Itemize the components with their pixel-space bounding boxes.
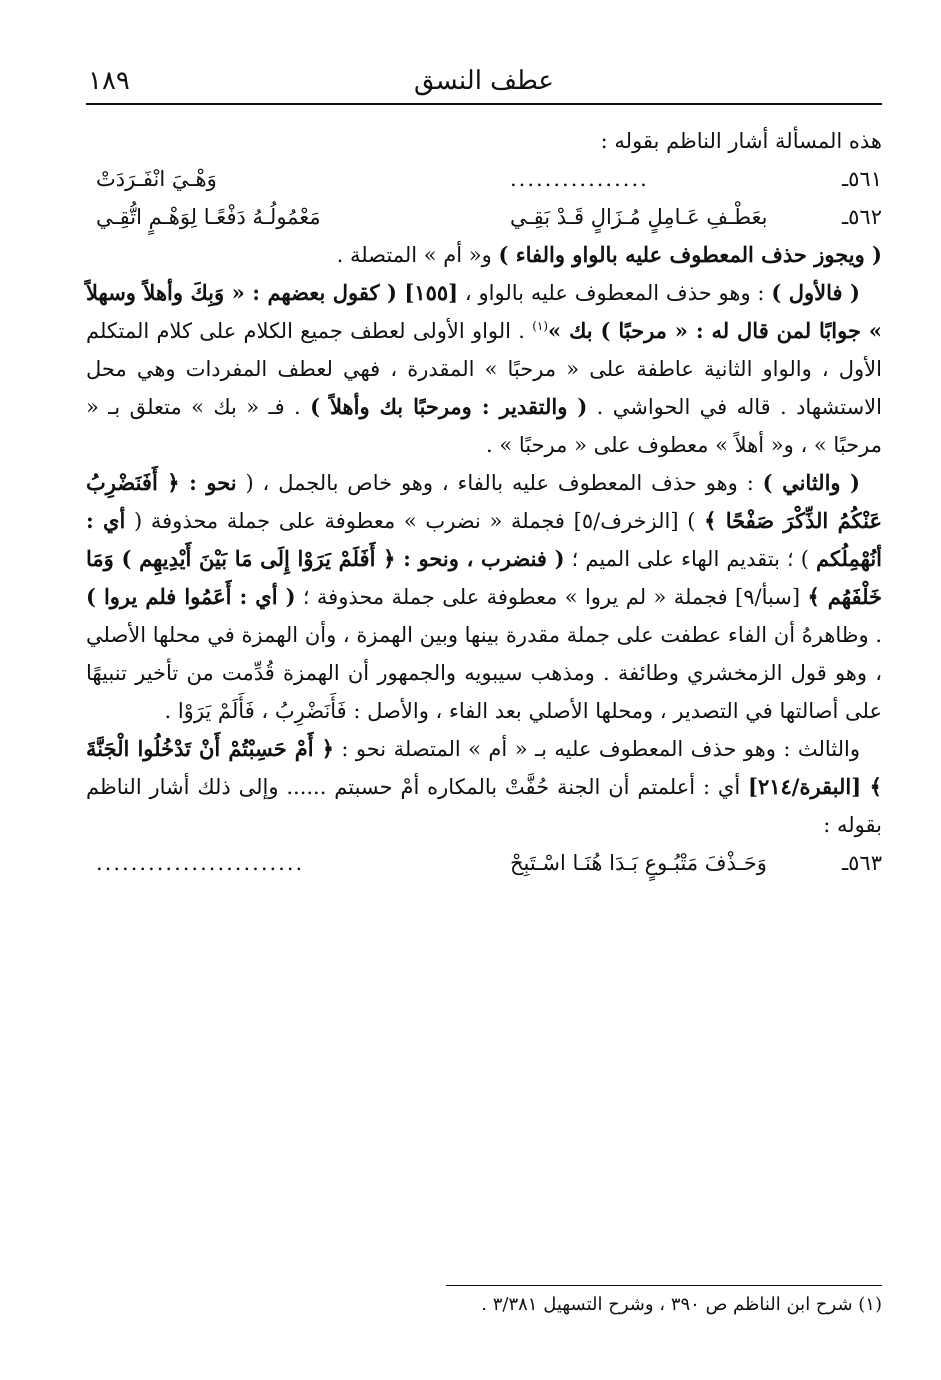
- bold-span: أي : أنُهْمِلُكم: [86, 508, 882, 571]
- bold-span: ( والتقدير : ومرحبًا بك وأهلاً ): [310, 394, 588, 419]
- verse-number: ٥٦٣ـ: [842, 851, 882, 875]
- paragraph-second: [86, 464, 882, 730]
- text-span: والثالث : وهو حذف المعطوف عليه بـ « أم » المتصلة نحو :: [333, 737, 861, 761]
- page-header: [88, 66, 880, 106]
- verse-second-hemistich: ........................: [96, 851, 305, 875]
- bold-span: ﴿ أَمْ حَسِبْتُمْ أَنْ تَدْخُلُوا الْجَنَّةَ ﴾ [البقرة/٢١٤]: [86, 736, 882, 799]
- bold-span: ( فنضرب ، ونحو : ﴿ أَفَلَمْ يَرَوْا إِلَى مَا بَيْنَ أَيْدِيهِم ) وَمَا خَلْفَهُم ﴾: [86, 546, 883, 609]
- bold-span: ( أي : أَعَمُوا فلم يروا ): [86, 584, 296, 609]
- text-span: . الواو الأولى لعطف جميع الكلام على كلام المتكلم الأول ، والواو الثانية عاطفة على « مرحبًا » المقدرة ، فهي لعطف المفردات وهي محل الاستشهاد . قاله في الحواشي .: [86, 319, 882, 419]
- verse-second-hemistich: مَعْمُولُـهُ دَفْعًـا لِوَهْـمٍ اتُّقِـي: [96, 205, 321, 229]
- main-text: [86, 122, 882, 882]
- text-span: . وظاهرهُ أن الفاء عطفت على جملة مقدرة بينها وبين الهمزة ، وأن الهمزة في محلها الأصلي ، وهو قول الزمخشري وطائفة . ومذهب سيبويه والجمهور أن الهمزة قُدِّمت من تأخير تنبيهًا على أصالتها في التصدير ، ومحلها الأصلي بعد الفاء ، والأصل : فَأَنَضْرِبُ ، فَأَلَمْ يَرَوْا .: [86, 623, 882, 723]
- verse-562: [86, 198, 882, 236]
- text-span: : وهو حذف المعطوف عليه بالواو ،: [458, 281, 772, 305]
- bold-span: نحو : ﴿ أَفَنَضْرِبُ عَنْكُمُ الذِّكْرَ صَفْحًا ﴾: [86, 470, 883, 533]
- paragraph-first: [86, 274, 882, 464]
- text-span: ) [الزخرف/٥] فجملة « نضرب » معطوفة على جملة محذوفة (: [125, 509, 705, 533]
- verse-563: [86, 844, 882, 882]
- footnote-ref: (١): [532, 319, 549, 333]
- footnote-rule: [446, 1285, 882, 1286]
- text-span: : وهو حذف المعطوف عليه بالفاء ، وهو خاص بالجمل ، (: [236, 471, 763, 495]
- page-number: ١٨٩: [88, 66, 130, 96]
- verse-first-hemistich: بعَطْـفِ عَـامِلٍ مُـزَالٍ قَـدْ بَقِـي: [510, 205, 768, 229]
- verse-second-hemistich: وَهْـيَ انْفَـرَدَتْ: [96, 167, 217, 191]
- rule-bold: ( ويجوز حذف المعطوف عليه بالواو والفاء ): [498, 242, 882, 267]
- running-title: عطف النسق: [414, 66, 554, 96]
- intro-line: هذه المسألة أشار الناظم بقوله :: [600, 129, 882, 153]
- text-span: . فـ « بك » متعلق بـ « مرحبًا » ، و« أهلاً » معطوف على « مرحبًا » .: [86, 395, 882, 457]
- verse-561: [86, 160, 882, 198]
- verse-number: ٥٦٢ـ: [842, 205, 882, 229]
- rule-line: [86, 236, 882, 274]
- text-span: [سبأ/٩] فجملة « لم يروا » معطوفة على جملة محذوفة ؛: [295, 585, 808, 609]
- rule-rest: و« أم » المتصلة .: [336, 243, 499, 267]
- bold-span: ( والثاني ): [762, 470, 860, 495]
- header-rule: [86, 103, 882, 105]
- text-span: أي : أعلمتم أن الجنة حُفَّتْ بالمكاره أمْ حسبتم ...... وإلى ذلك أشار الناظم بقوله :: [86, 775, 882, 837]
- verse-first-hemistich: وَحَـذْفَ مَتْبُـوعٍ بَـدَا هُنَـا اسْـتَبِحْ: [510, 851, 767, 875]
- footnote: (١) شرح ابن الناظم ص ٣٩٠ ، وشرح التسهيل ٣/٣٨١ .: [481, 1294, 882, 1315]
- text-span: ) ؛ بتقديم الهاء على الميم ؛: [564, 547, 816, 571]
- bold-span: ( فالأول ): [771, 280, 860, 305]
- verse-first-hemistich: ................: [510, 167, 649, 191]
- paragraph-third: [86, 730, 882, 844]
- bold-span: [١٥٥] ( كقول بعضهم : « وَبِكَ وأهلاً وسهلاً » جوابًا لمن قال له : « مرحبًا ) بك »: [86, 280, 882, 343]
- verse-number: ٥٦١ـ: [842, 167, 882, 191]
